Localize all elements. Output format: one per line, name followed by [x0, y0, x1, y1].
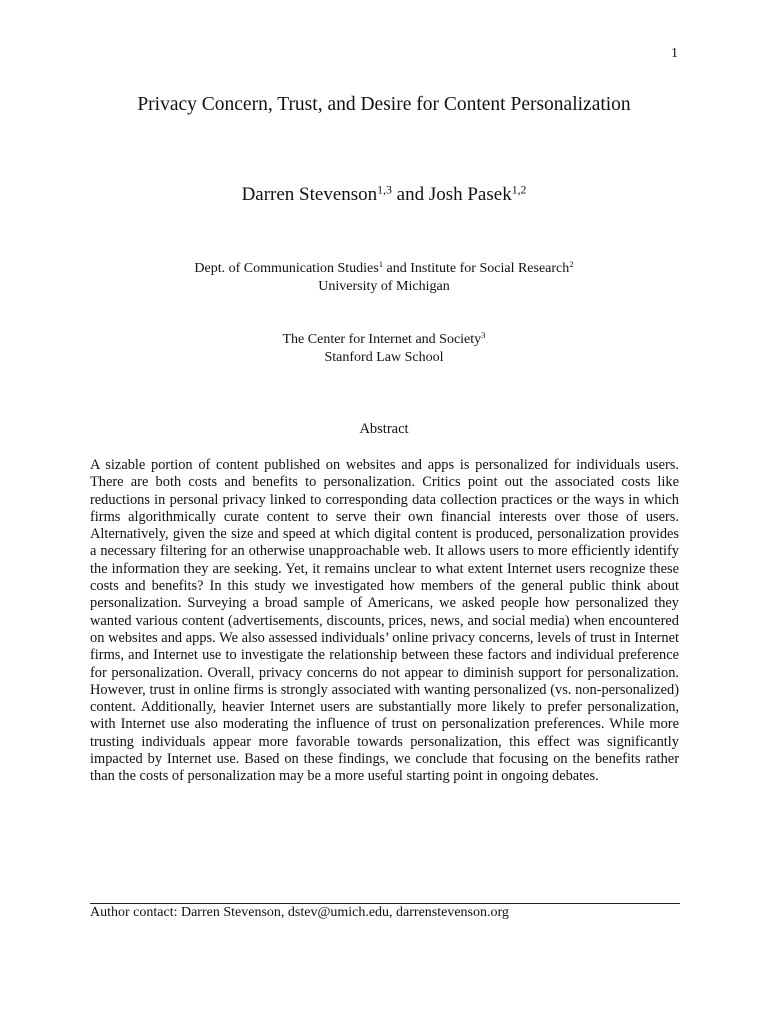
affiliation-line [0, 260, 768, 278]
author-name: Darren Stevenson [241, 184, 378, 205]
affiliation-school: Stanford Law School [324, 350, 444, 365]
affiliation-university: University of Michigan [318, 279, 450, 294]
affiliation-mark: 3 [481, 330, 486, 341]
footnote-divider [90, 903, 680, 904]
author-name: Josh Pasek [428, 184, 512, 205]
author-connector: and [396, 184, 425, 205]
affiliation-mark: 1 [378, 259, 384, 270]
affiliation-block-stanford [0, 331, 768, 367]
affiliation-mark: 1,3 [377, 183, 392, 197]
abstract-body: A sizable portion of content published on websites and apps is personalized for individuals users. There are both costs and benefits to personalization. Critics point out the associated costs like reductions in personal privacy linked to corresponding data collection practices or the ways in which firms algorithmically curate content to serve their own financial interests over those of users. Alternatively, given the size and speed at which digital content is produced, personalization provides a necessary filtering for an otherwise unapproachable web. It allows users to more efficiently identify the information they are seeking. Yet, it remains unclear to what extent Internet users recognize these costs and benefits? In this study we investigated how members of the general public think about personalization. Surveying a broad sample of Americans, we asked people how personalized they wanted various content (advertisements, discounts, prices, news, and social media) when encountered on websites and apps. We also assessed individuals’ online privacy concerns, levels of trust in Internet firms, and Internet use to investigate the relationship between these factors and individual preference for personalization. Overall, privacy concerns do not appear to diminish support for personalization. However, trust in online firms is strongly associated with wanting personalized (vs. non-personalized) content. Additionally, heavier Internet users are substantially more likely to prefer personalization, with Internet use also moderating the influence of trust on personalization preferences. While more trusting individuals appear more favorable towards personalization, this effect was significantly impacted by Internet use. Based on these findings, we conclude that focusing on the benefits rather than the costs of personalization may be a more useful starting point in ongoing debates. [90, 457, 679, 785]
paper-title: Privacy Concern, Trust, and Desire for Content Personalization [137, 94, 631, 115]
page-number: 1 [671, 46, 678, 61]
affiliation-mark: 2 [569, 259, 574, 270]
affiliation-dept: Dept. of Communication Studies [194, 261, 379, 276]
affiliation-block-michigan [0, 260, 768, 296]
affiliation-institute: and Institute for Social Research [383, 261, 570, 276]
abstract-heading: Abstract [359, 421, 409, 437]
author-contact-footnote: Author contact: Darren Stevenson, dstev@umich.edu, darrenstevenson.org [90, 905, 509, 920]
affiliation-line [0, 331, 768, 349]
affiliation-mark: 1,2 [511, 183, 527, 197]
author-list [0, 184, 768, 206]
affiliation-center: The Center for Internet and Society [282, 332, 482, 347]
